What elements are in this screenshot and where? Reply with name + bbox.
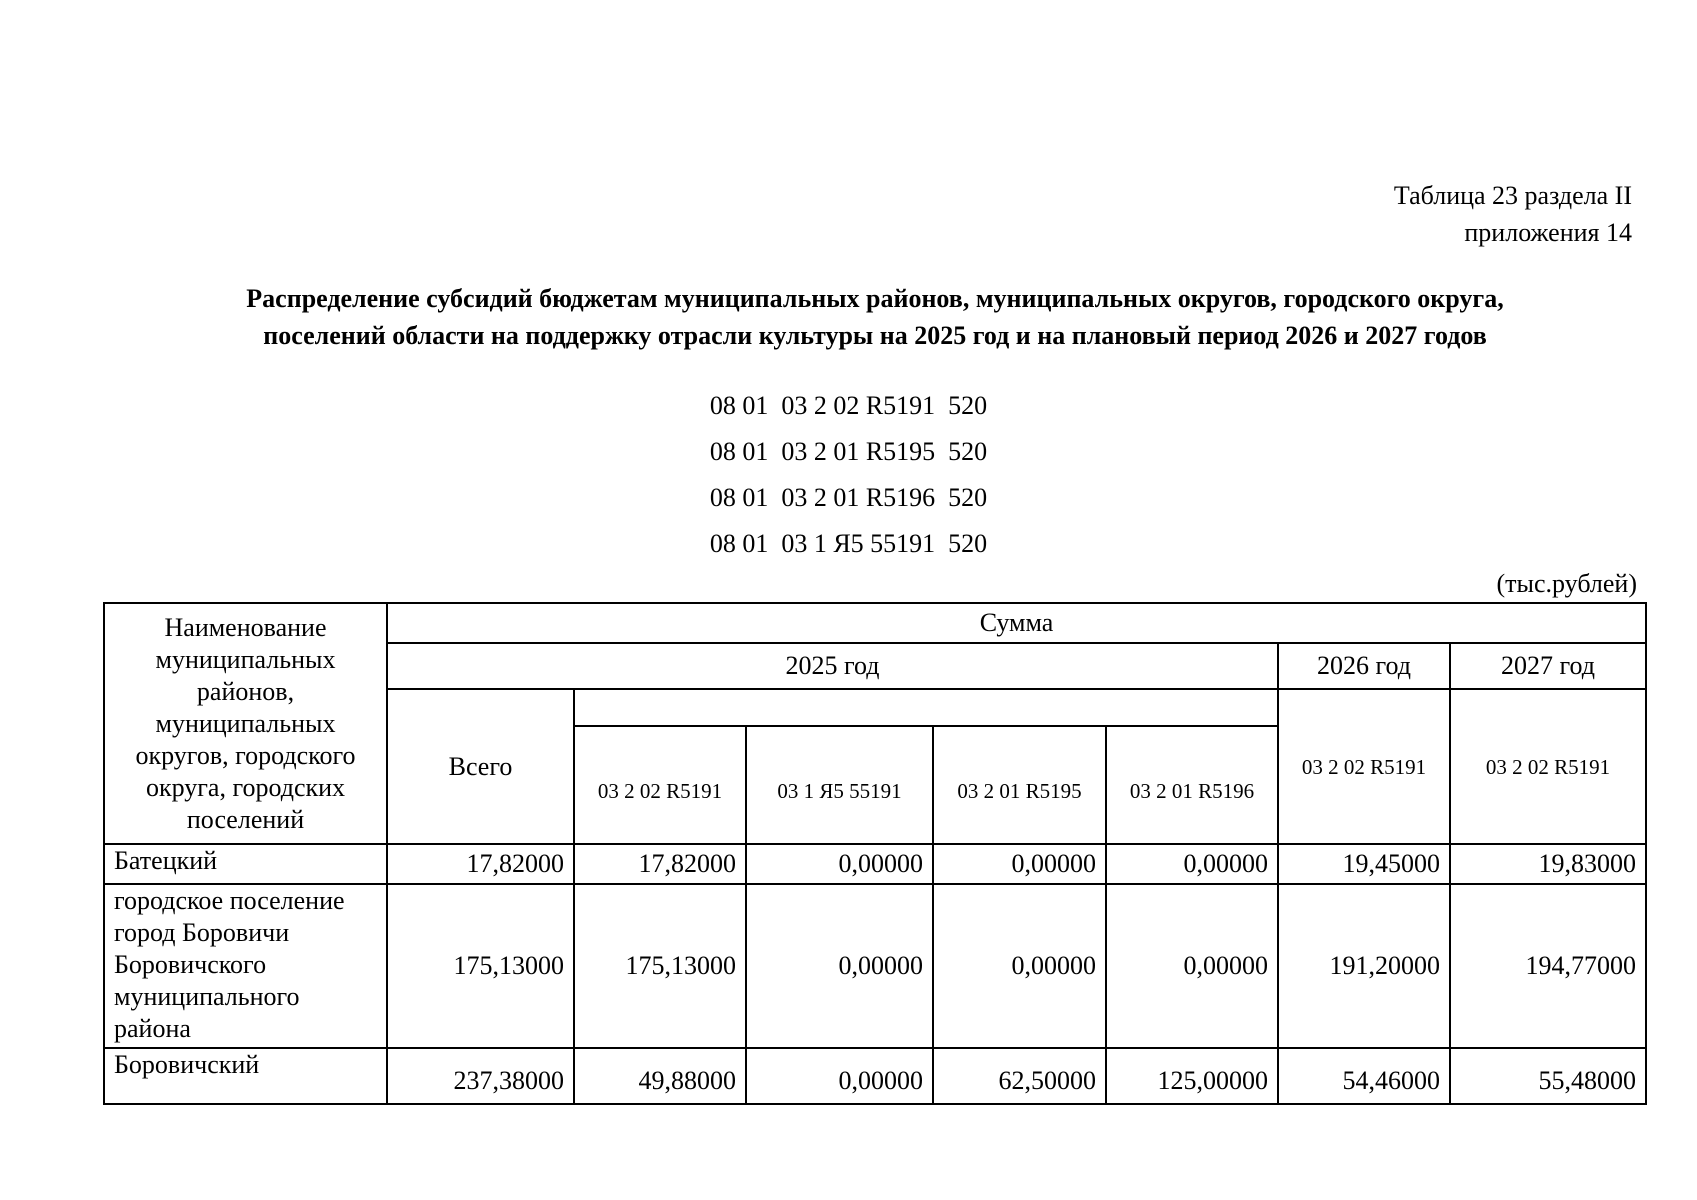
column-header-code-r5195: 03 2 01 R5195: [933, 726, 1106, 844]
column-header-year-2026: 2026 год: [1278, 643, 1450, 689]
column-header-year-2025: 2025 год: [387, 643, 1278, 689]
column-header-code-55191: 03 1 Я5 55191: [746, 726, 933, 844]
column-header-sum: Сумма: [387, 603, 1646, 643]
cell-2026: 54,46000: [1278, 1048, 1450, 1104]
row-name: Батецкий: [104, 844, 387, 884]
column-header-code-r5196: 03 2 01 R5196: [1106, 726, 1278, 844]
cell-r5191: 175,13000: [574, 884, 746, 1048]
cell-r5196: 125,00000: [1106, 1048, 1278, 1104]
cell-r5196: 0,00000: [1106, 884, 1278, 1048]
cell-total: 175,13000: [387, 884, 574, 1048]
cell-2027: 19,83000: [1450, 844, 1646, 884]
subsidy-table: [103, 602, 1647, 1105]
cell-2026: 191,20000: [1278, 884, 1450, 1048]
cell-55191: 0,00000: [746, 844, 933, 884]
budget-code-line: 08 01 03 2 01 R5196 520: [709, 483, 988, 512]
table-reference-line-1: Таблица 23 раздела II: [1393, 181, 1632, 210]
budget-code-line: 08 01 03 2 02 R5191 520: [709, 391, 988, 420]
column-header-code-r5191: 03 2 02 R5191: [574, 726, 746, 844]
cell-r5191: 49,88000: [574, 1048, 746, 1104]
row-name: Боровичский: [104, 1048, 387, 1104]
row-name: городское поселение город Боровичи Боровичского муниципального района: [104, 884, 387, 1048]
column-header-name: Наименование муниципальных районов, муниципальных округов, городского округа, городских поселений: [104, 603, 387, 844]
column-header-total: Всего: [387, 689, 574, 844]
document-title-line-1: Распределение субсидий бюджетам муниципальных районов, муниципальных округов, городского округа,: [246, 284, 1504, 313]
table-reference-line-2: приложения 14: [1464, 218, 1632, 247]
table-row: [104, 844, 1646, 884]
table-reference: [1394, 177, 1632, 251]
budget-codes: [0, 383, 1697, 567]
cell-total: 237,38000: [387, 1048, 574, 1104]
budget-code-line: 08 01 03 2 01 R5195 520: [709, 437, 988, 466]
cell-55191: 0,00000: [746, 884, 933, 1048]
column-header-code-2027: 03 2 02 R5191: [1450, 689, 1646, 844]
cell-r5191: 17,82000: [574, 844, 746, 884]
column-header-code-2026: 03 2 02 R5191: [1278, 689, 1450, 844]
cell-total: 17,82000: [387, 844, 574, 884]
cell-r5195: 62,50000: [933, 1048, 1106, 1104]
cell-r5195: 0,00000: [933, 884, 1106, 1048]
column-header-year-2027: 2027 год: [1450, 643, 1646, 689]
units-label: (тыс.рублей): [1496, 569, 1637, 598]
cell-r5195: 0,00000: [933, 844, 1106, 884]
cell-2027: 55,48000: [1450, 1048, 1646, 1104]
cell-r5196: 0,00000: [1106, 844, 1278, 884]
cell-2026: 19,45000: [1278, 844, 1450, 884]
budget-code-line: 08 01 03 1 Я5 55191 520: [709, 529, 988, 558]
empty-subheader-cell: [574, 689, 1278, 726]
table-row: [104, 884, 1646, 1048]
cell-2027: 194,77000: [1450, 884, 1646, 1048]
cell-55191: 0,00000: [746, 1048, 933, 1104]
document-title-line-2: поселений области на поддержку отрасли культуры на 2025 год и на плановый период 2026 и 2027 годов: [263, 321, 1487, 350]
document-title: [100, 280, 1650, 354]
table-row: [104, 1048, 1646, 1104]
